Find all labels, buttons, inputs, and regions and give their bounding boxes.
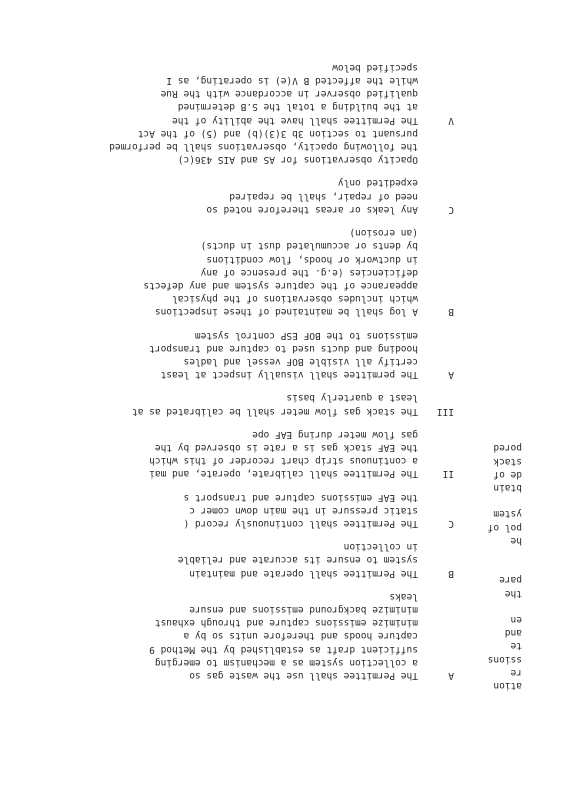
margin-fragment: ystem [493,508,522,520]
item-number [418,540,454,553]
item-number [418,176,454,189]
closing-text-line: qualified observer in accordance with the Rue [160,88,418,100]
item-number [418,140,454,153]
item-number [418,328,454,341]
margin-fragment: pare [499,574,522,586]
item-text-line: deficiencies (e.g. the presence of any [200,266,418,278]
item-text-line: least a quarterly basis [286,392,418,404]
closing-text-line: Opacity observations for AS and AIS 436(c) [177,154,418,166]
item-text-line: appearance of the capture system and any defects [143,279,418,291]
item-number: C [448,517,454,529]
numbered-item [114,391,454,417]
margin-fragment: and [504,627,522,639]
margin-fragment: pol of [487,521,522,533]
margin-fragment: ation [493,680,522,691]
item-number [418,226,454,239]
numbered-item [114,540,454,580]
margin-fragment: btain [493,481,522,493]
item-text-line: in ductwork or hoods, flow conditions [206,253,418,265]
item-number: B [448,306,454,318]
item-number [418,428,454,441]
item-text-line: The Permittee shall operate and maintain [189,567,418,579]
closing-text-line: pursuant to section 3b 3(3)(b) and (5) of the Act [137,127,418,139]
item-text-line: in collection [343,541,418,553]
item-text-line: The Permittee shall use the waste gas so [189,670,418,681]
item-number [418,656,454,669]
item-number [418,342,454,355]
item-number [418,490,454,503]
margin-fragment [482,560,522,573]
item-text-line: certify all visible BOF vessel and ladles [183,355,418,367]
numbered-item [114,328,454,381]
closing-text-line: The Permittee shall have the ability of the [172,114,418,126]
margin-fragment: en [510,613,522,625]
item-number [418,616,454,629]
item-text-line: The Permittee shall calibrate, operate, and mai [149,468,418,480]
item-text-line: need of repair, shall be repaired [229,190,418,202]
item-text-line: The permittee shall visually inspect at least [160,369,418,381]
closing-text-line: the following opacity, observations shall be performed [109,141,418,153]
item-number [418,504,454,517]
item-text-line: hooding and ducts used to capture and transport [149,342,418,354]
item-number [418,629,454,642]
item-text-line: emissions to the BOF ESP control system [194,329,418,341]
item-number [418,292,454,305]
margin-fragment [482,494,522,507]
item-number: A [448,369,454,381]
item-number: B [448,567,454,579]
item-text-line: system to ensure its accurate and reliable [177,554,418,566]
item-number [418,590,454,603]
item-text-line: minimize emissions capture and through exhaust [154,617,418,629]
item-text-line: the EAF stack gas is a rate is observed by the [154,441,418,453]
closing-text-line: specified below [332,61,418,73]
item-text-line: leaks [389,590,418,602]
item-number [418,553,454,566]
item-number [418,239,454,252]
item-number [418,355,454,368]
margin-fragment [482,600,522,613]
item-text-line: a collection system as a mechanism to emerging [154,656,418,668]
item-number [418,61,454,74]
margin-fragment: pored [493,442,522,454]
item-number [418,642,454,655]
item-number [418,100,454,113]
closing-paragraph [109,61,454,167]
item-text-line: The Permittee shall continuously record ( [183,517,418,529]
item-text-line: Any leaks or areas therefore noted so [206,203,418,215]
item-text-line: sufficient draft as established by the Method 9 [149,643,418,655]
item-number [418,279,454,292]
margin-fragment: he [510,534,522,546]
margin-fragment: te [510,640,522,652]
margin-fragment: stack [493,455,522,467]
item-number [418,441,454,454]
item-text-line: capture hoods and therefore units so by a [183,630,418,642]
item-number [418,190,454,203]
numbered-item [114,176,454,216]
item-number [418,153,454,166]
item-text-line: expedited only [337,177,418,189]
item-number: II [442,468,454,480]
numbered-item [114,590,454,682]
right-margin-fragments [482,441,522,692]
margin-fragment: de of [493,468,522,480]
item-text-line: The stack gas flow meter shall be calibrated as at [132,405,418,417]
item-number [418,603,454,616]
numbered-item [114,490,454,530]
item-number [418,127,454,140]
item-text-line: the EAF emissions capture and transport s [183,491,418,503]
item-number [418,74,454,87]
margin-fragment: the [504,587,522,599]
closing-text-line: while the affected B V(e) is operating, as I [166,75,418,87]
item-text-line: (an erosion) [349,227,418,239]
document-body [109,61,454,682]
item-text-line: A log shall be maintained of these inspections [154,306,418,318]
item-text-line: which includes observations of the physical [172,293,418,305]
margin-fragment [482,547,522,560]
item-number [418,266,454,279]
item-number: V [448,114,454,126]
item-text-line: by dents or accumulated dust in ducts) [200,240,418,252]
closing-text-line: at the building a total the S.B determined [177,101,418,113]
item-text-line: gas flow meter during EAF ope [252,428,418,440]
item-number: A [448,670,454,681]
margin-fragment: ssions [487,653,522,665]
item-number: III [436,405,454,417]
numbered-item [114,226,454,318]
numbered-item [114,428,454,481]
item-number [418,454,454,467]
item-text-line: a continuous strip chart recorder of this which [149,455,418,467]
item-text-line: static pressure in the main down comer c [189,504,418,516]
item-text-line: minimize background emissions and ensure [189,603,418,615]
item-number [418,87,454,100]
margin-fragment: re [510,666,522,678]
item-number [418,252,454,265]
item-number [418,391,454,404]
item-number: C [448,203,454,215]
